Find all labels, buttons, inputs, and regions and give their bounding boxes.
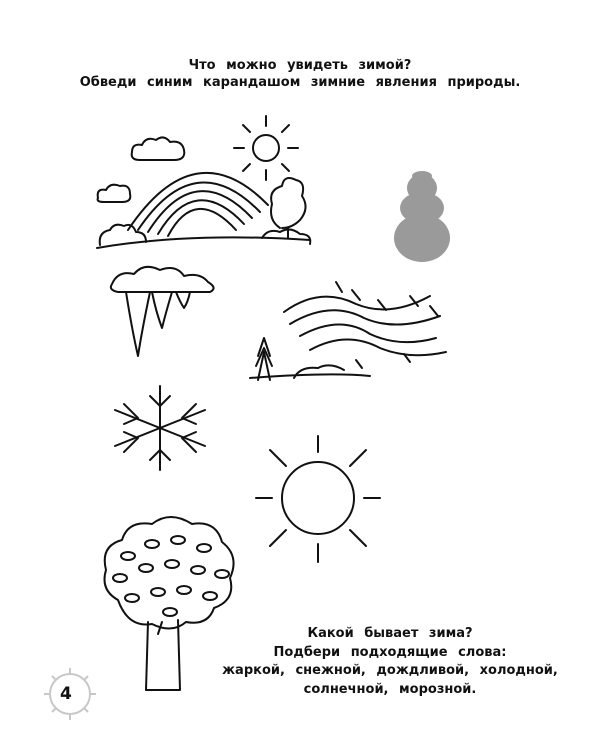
task-instruction: Обведи синим карандашом зимние явления природы. bbox=[79, 75, 521, 90]
blizzard-picture bbox=[250, 282, 446, 380]
word-options-line-2: солнечной, морозной. bbox=[303, 682, 477, 697]
task-title: Что можно увидеть зимой? bbox=[188, 58, 412, 73]
question-instruction: Подбери подходящие слова: bbox=[273, 645, 507, 660]
sun-picture-big bbox=[256, 436, 380, 562]
question-title: Какой бывает зима? bbox=[307, 626, 473, 641]
sun-picture-top bbox=[234, 116, 298, 180]
page-number: 4 bbox=[60, 684, 72, 704]
snowman-silhouette bbox=[394, 171, 450, 262]
word-options-line-1: жаркой, снежной, дождливой, холодной, bbox=[222, 663, 558, 678]
icicles-picture bbox=[111, 267, 214, 356]
snowflake-picture bbox=[115, 386, 205, 470]
